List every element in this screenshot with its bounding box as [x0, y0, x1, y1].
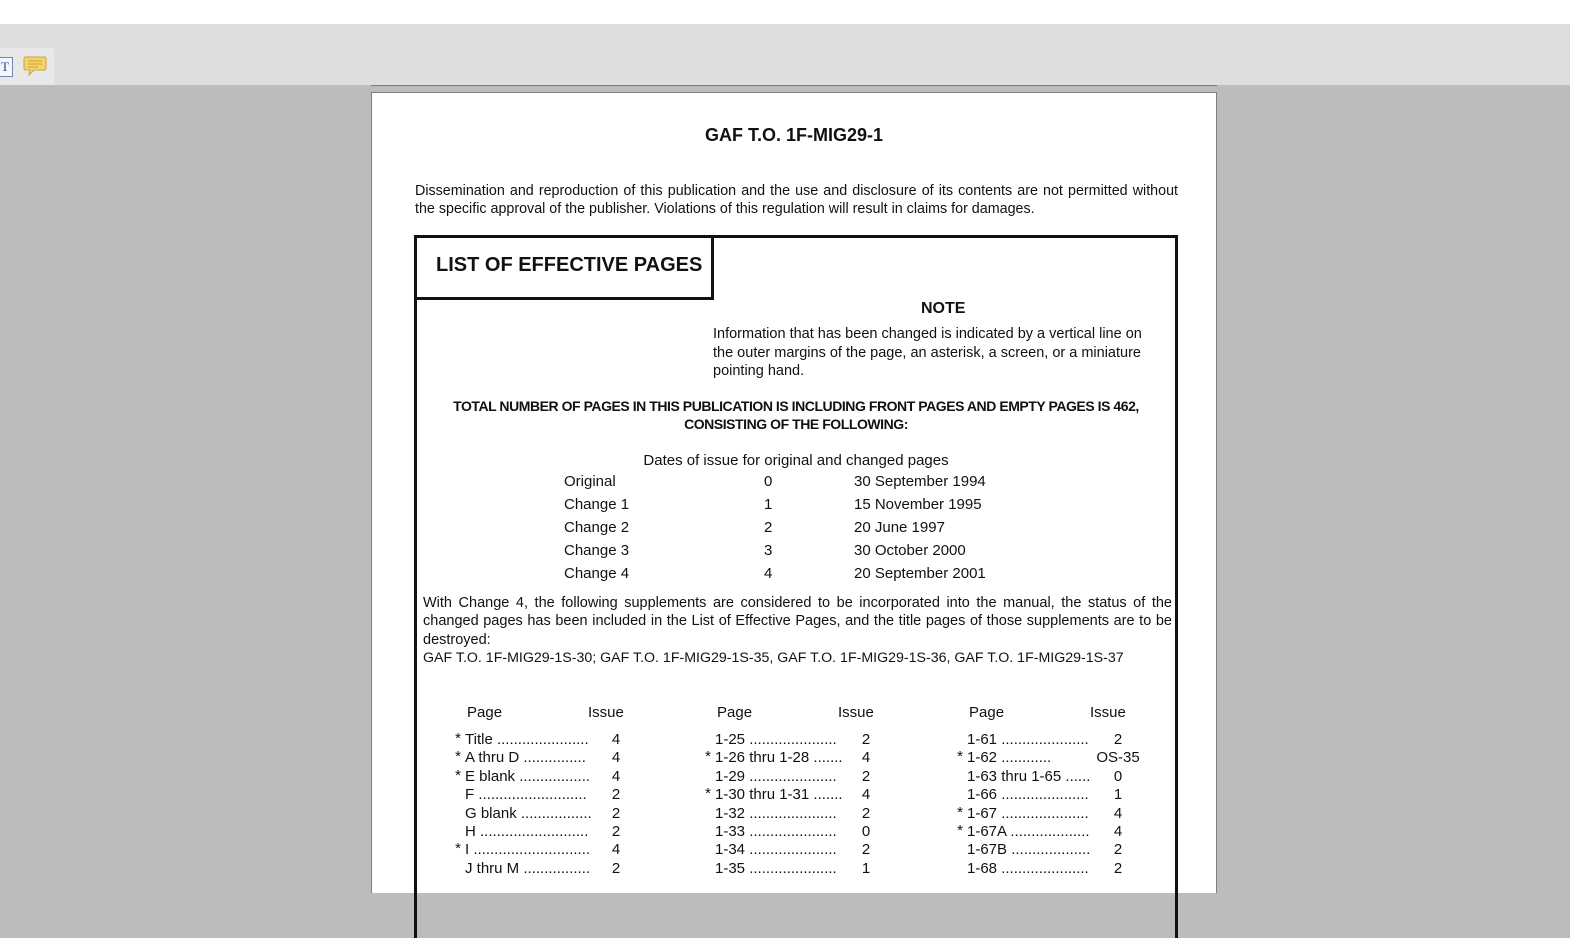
change-asterisk: *	[957, 803, 963, 821]
page-label: 1-30 thru 1-31	[715, 786, 810, 804]
leader-dots: .....................	[745, 804, 837, 822]
page-label: 1-33	[715, 822, 746, 840]
issue-value: 0	[1113, 767, 1123, 785]
page-label: E blank	[465, 767, 516, 785]
issue-date-line	[564, 565, 1034, 582]
column-header-page: Page	[467, 704, 503, 721]
page-number	[715, 805, 837, 823]
page-column	[697, 704, 937, 878]
issue-value: 2	[611, 859, 621, 877]
column-header	[697, 704, 937, 731]
leader-dots: ......................	[492, 731, 589, 748]
page-number	[967, 749, 1051, 767]
page-number	[967, 860, 1089, 878]
leader-dots: ............................	[469, 841, 591, 859]
issue-number: 2	[764, 519, 773, 536]
table-row	[447, 860, 687, 878]
page-label: 1-61	[967, 731, 998, 748]
issue-name: Change 1	[564, 496, 630, 513]
column-header	[447, 704, 687, 731]
page-label: 1-68	[967, 859, 998, 877]
leader-dots: .......	[809, 749, 843, 767]
issue-name: Change 2	[564, 519, 630, 536]
issue-value: 2	[861, 767, 871, 785]
issue-number: 1	[764, 496, 773, 513]
table-row	[697, 841, 937, 859]
page-label: 1-32	[715, 804, 746, 822]
issue-value: 4	[1113, 804, 1123, 822]
issue-date-line	[564, 496, 1034, 513]
leader-dots: .....................	[745, 731, 837, 748]
page-label: J thru M	[465, 859, 520, 877]
leader-dots: .....................	[997, 804, 1089, 822]
issue-value: 2	[1113, 841, 1123, 859]
issue-number: 3	[764, 542, 773, 559]
leader-dots: .....................	[745, 822, 837, 840]
table-row	[949, 749, 1189, 767]
note-body: Information that has been changed is indicated by a vertical line on the outer margins of the page, an asterisk, a screen, or a miniature pointing hand.	[713, 326, 1142, 379]
page-label: 1-35	[715, 859, 746, 877]
page-label: H	[465, 822, 476, 840]
page-number	[465, 768, 590, 786]
with-change-paragraph: With Change 4, the following supplements are considered to be incorporated into the manual, the status of the changed pages has been included in the List of Effective Pages, and the title pages of those supplements are to be destroyed:	[423, 595, 1172, 648]
page-number	[465, 731, 589, 749]
table-row	[697, 786, 937, 804]
toolbar	[0, 24, 1570, 85]
issue-value: 4	[611, 731, 621, 748]
issue-value: 4	[611, 841, 621, 859]
lep-title-box	[414, 235, 714, 300]
leader-dots: .................	[515, 767, 591, 785]
dissemination-notice: Dissemination and reproduction of this publication and the use and disclosure of its contents are not permitted without the specific approval of the publisher. Violations of this regulation will result in claims for damages.	[415, 183, 1178, 217]
column-header-issue: Issue	[588, 704, 624, 721]
leader-dots: ................	[519, 859, 591, 877]
leader-dots: ......	[1061, 767, 1091, 785]
title-bar	[0, 0, 1570, 24]
document-page	[371, 92, 1217, 893]
leader-dots: ..........................	[474, 786, 587, 804]
page-number	[715, 768, 837, 786]
change-asterisk: *	[455, 840, 461, 858]
issue-date-line	[564, 473, 1034, 490]
column-header-page: Page	[969, 704, 1005, 721]
issue-value: 2	[861, 731, 871, 748]
issue-value: OS-35	[1096, 749, 1140, 767]
page-number	[967, 731, 1089, 749]
issue-date: 20 September 2001	[854, 565, 986, 582]
leader-dots: .....................	[745, 841, 837, 859]
issue-value: 2	[1113, 859, 1123, 877]
page-number	[715, 860, 837, 878]
table-row	[949, 860, 1189, 878]
leader-dots: ..........................	[475, 822, 589, 840]
table-row	[447, 786, 687, 804]
table-row	[697, 768, 937, 786]
page-label: A thru D	[465, 749, 520, 767]
column-header-issue: Issue	[1090, 704, 1126, 721]
issue-value: 2	[611, 804, 621, 822]
page-label: Title	[465, 731, 493, 748]
page-number	[465, 841, 590, 859]
table-row	[697, 860, 937, 878]
table-row	[697, 749, 937, 767]
issue-date: 30 September 1994	[854, 473, 986, 490]
page-number	[715, 786, 843, 804]
dates-of-issue-header: Dates of issue for original and changed pages	[643, 452, 949, 469]
table-row	[949, 841, 1189, 859]
page-number	[465, 749, 586, 767]
leader-dots: .....................	[997, 731, 1089, 748]
page-number	[715, 731, 837, 749]
table-row	[697, 805, 937, 823]
page-number	[967, 786, 1089, 804]
effective-pages-box	[414, 235, 1178, 938]
page-number	[967, 823, 1090, 841]
issue-date: 20 June 1997	[854, 519, 945, 536]
column-header-issue: Issue	[838, 704, 874, 721]
table-row	[949, 731, 1189, 749]
leader-dots: .......	[809, 786, 843, 804]
page-number	[715, 823, 837, 841]
table-row	[949, 823, 1189, 841]
issue-value: 1	[1113, 786, 1123, 804]
page-column	[949, 704, 1189, 878]
page-number	[715, 749, 843, 767]
page-label: 1-34	[715, 841, 746, 859]
issue-value: 0	[861, 822, 871, 840]
leader-dots: ...................	[1007, 841, 1091, 859]
page-label: 1-67A	[967, 822, 1007, 840]
issue-date: 30 October 2000	[854, 542, 966, 559]
page-separator	[371, 85, 1217, 86]
change-asterisk: *	[957, 821, 963, 839]
issue-value: 2	[611, 786, 621, 804]
issue-value: 2	[1113, 731, 1123, 748]
issue-name: Change 3	[564, 542, 630, 559]
table-row	[447, 823, 687, 841]
leader-dots: .....................	[997, 786, 1089, 804]
note-title: NOTE	[921, 300, 966, 317]
leader-dots: ............	[997, 749, 1052, 767]
table-row	[949, 768, 1189, 786]
page-label: 1-25	[715, 731, 746, 748]
issue-value: 2	[611, 822, 621, 840]
issue-date-line	[564, 542, 1034, 559]
page-column	[447, 704, 687, 878]
issue-name: Original	[564, 473, 616, 490]
issue-date-line	[564, 519, 1034, 536]
page-number	[465, 786, 587, 804]
table-row	[447, 749, 687, 767]
page-label: 1-66	[967, 786, 998, 804]
leader-dots: .................	[516, 804, 592, 822]
page-label: 1-29	[715, 767, 746, 785]
issue-value: 4	[861, 786, 871, 804]
page-label: G blank	[465, 804, 517, 822]
issue-value: 4	[861, 749, 871, 767]
lep-title: LIST OF EFFECTIVE PAGES	[436, 254, 703, 276]
change-asterisk: *	[455, 748, 461, 766]
page-label: 1-63 thru 1-65	[967, 767, 1062, 785]
document-header: GAF T.O. 1F-MIG29-1	[704, 125, 884, 145]
change-asterisk: *	[455, 766, 461, 784]
column-header-page: Page	[717, 704, 753, 721]
supplement-list: GAF T.O. 1F-MIG29-1S-30; GAF T.O. 1F-MIG29-1S-35, GAF T.O. 1F-MIG29-1S-36, GAF T.O. 1F-MIG29-1S-37	[423, 650, 1124, 666]
page-number	[465, 823, 588, 841]
page-label: F	[465, 786, 475, 804]
page-label: 1-26 thru 1-28	[715, 749, 810, 767]
leader-dots: ...............	[519, 749, 586, 767]
issue-name: Change 4	[564, 565, 630, 582]
page-label: 1-62	[967, 749, 998, 767]
issue-value: 4	[611, 749, 621, 767]
text-tool-icon[interactable]: T	[0, 57, 13, 77]
page-number	[465, 860, 590, 878]
change-asterisk: *	[705, 785, 711, 803]
change-asterisk: *	[957, 748, 963, 766]
leader-dots: .....................	[745, 859, 837, 877]
table-row	[949, 786, 1189, 804]
table-row	[949, 805, 1189, 823]
page-number	[715, 841, 837, 859]
page-label: 1-67B	[967, 841, 1008, 859]
issue-value: 4	[611, 767, 621, 785]
issue-value: 2	[861, 841, 871, 859]
page-number	[465, 805, 592, 823]
issue-date: 15 November 1995	[854, 496, 982, 513]
page-number	[967, 768, 1090, 786]
table-row	[697, 731, 937, 749]
column-header	[949, 704, 1189, 731]
issue-value: 4	[1113, 822, 1123, 840]
page-number	[967, 841, 1090, 859]
issue-value: 2	[861, 804, 871, 822]
change-asterisk: *	[455, 730, 461, 747]
total-pages-statement: TOTAL NUMBER OF PAGES IN THIS PUBLICATION IS INCLUDING FRONT PAGES AND EMPTY PAGES IS 462, CONSISTING OF THE FOLLOWING:	[453, 398, 1139, 432]
page-number	[967, 805, 1089, 823]
table-row	[447, 805, 687, 823]
page-label: 1-67	[967, 804, 998, 822]
page-label: I	[465, 841, 470, 859]
leader-dots: ...................	[1006, 822, 1090, 840]
issue-number: 4	[764, 565, 773, 582]
table-row	[447, 731, 687, 749]
issue-value: 1	[861, 859, 871, 877]
table-row	[447, 768, 687, 786]
leader-dots: .....................	[997, 859, 1089, 877]
change-asterisk: *	[705, 748, 711, 766]
comment-icon[interactable]	[23, 55, 47, 77]
table-row	[447, 841, 687, 859]
issue-number: 0	[764, 473, 773, 490]
table-row	[697, 823, 937, 841]
leader-dots: .....................	[745, 767, 837, 785]
